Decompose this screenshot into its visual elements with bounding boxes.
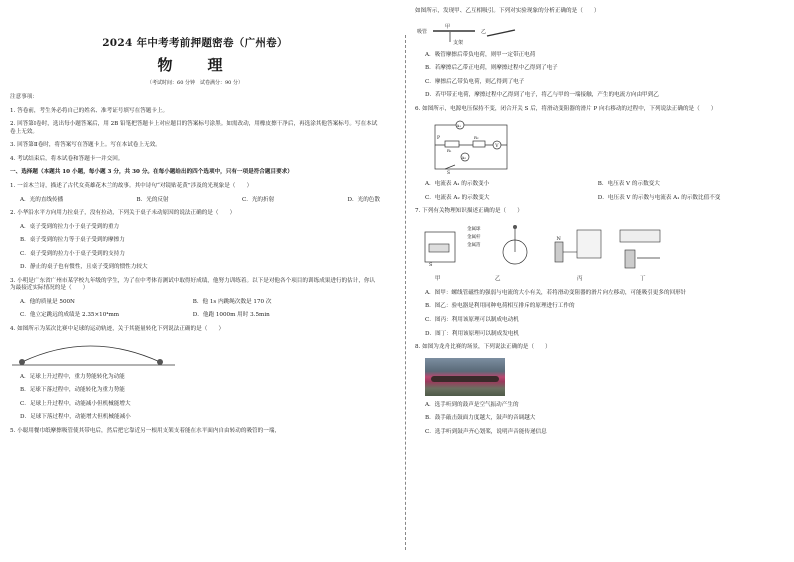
question-stem: 8. 如图为龙舟比赛的场景，下列说法正确的是（ ）	[415, 344, 551, 351]
label-r1: R₁	[447, 148, 452, 154]
question-stem: 6. 如图所示，电源电压保持不变，闭合开关 S 后，将滑动变阻器的滑片 P 向右移动的过程中，下列说法正确的是（ ）	[415, 105, 717, 112]
straw-figure	[415, 22, 525, 46]
option-c: C．摩擦后乙带负电荷，则乙得到了电子	[425, 78, 525, 85]
option-c: C．选手听到鼓声齐心划桨，说明声音能传递信息	[425, 428, 547, 435]
question-stem: 5. 小聪用餐巾纸摩擦吸管使其带电后，然后把它靠近另一根用支架支着能在水平面内自由转动的吸管的一端，	[10, 427, 281, 434]
subject-title: 物 理	[157, 56, 233, 75]
option-b: B．电压表 V 的示数变大	[597, 181, 660, 188]
physics-figures-row	[415, 222, 675, 284]
label-r2: R₂	[474, 135, 479, 141]
note-item: 4. 考试结束后，将本试卷和答题卡一并交回。	[10, 155, 124, 162]
meter-box	[577, 230, 601, 258]
exam-title: 2024 年中考考前押题密卷（广州卷）	[102, 37, 288, 49]
question-options	[20, 312, 380, 320]
electroscope-ball	[513, 225, 517, 229]
question-stem: 3. 小明是广东省广州市某学校九年级的学生，为了在中考体育测试中取得好成绩，他努力训练着。以下是对他各个项目的训练成果进行的估计，你认为最接近实际情况的是（ ）	[10, 277, 376, 292]
right-column	[415, 8, 785, 442]
note-item: 2. 回答第Ⅰ卷时，选出每小题答案后，用 2B 铅笔把答题卡上对应题目的答案标号涂黑。如需改动，用橡皮擦干净后，再选涂其他答案标号。写在本试卷上无效。	[10, 121, 378, 135]
label-n: N	[556, 235, 561, 242]
option-a: A．桌子受到的拉力小于桌子受到的重力	[20, 223, 120, 230]
straw-yi	[487, 30, 515, 36]
label-bing: 丙	[577, 275, 583, 282]
option-a: A．电流表 A₁ 的示数变小	[425, 181, 490, 188]
question-options	[20, 299, 380, 307]
column-divider	[405, 35, 406, 550]
question-stem: 4. 如图所示为某次比赛中足球的运动轨迹，关于其能量转化下列说法正确的是（ ）	[10, 326, 225, 333]
option-a: A．图甲：螺线管磁性的强弱与电流的大小有关，若将滑动变阻器的滑片向左移动，可能吸引更多的回形针	[425, 289, 687, 296]
option-c: C．图丙：利用该原理可以制成电动机	[425, 317, 519, 324]
option-a: A．选手听到的鼓声是空气振动产生的	[425, 401, 519, 408]
question-options	[20, 197, 380, 205]
option-b: B．图乙：验电器是利用同种电荷相互排斥的原理进行工作的	[425, 303, 575, 310]
option-d: D．电压表 V 的示数与电流表 A₁ 的示数比值不变	[597, 194, 721, 201]
option-b: B．桌子受到的拉力等于桌子受到的摩擦力	[20, 237, 125, 244]
note-item: 3. 回答第Ⅱ卷时，将答案写在答题卡上。写在本试卷上无效。	[10, 142, 161, 149]
battery-pack	[620, 230, 660, 242]
option-d: D．图丁：利用该原理可以制成发电机	[425, 330, 519, 337]
option-c: C．桌子受到的拉力小于桌子受到的支持力	[20, 250, 125, 257]
question-stem: 1. 一首木兰诗，描述了古代女英雄花木兰的故事。其中诗句“对镜贴花黄”涉及的光现象是（ ）	[10, 183, 253, 189]
question-options	[425, 181, 785, 189]
label-tube: 吸管	[417, 28, 428, 35]
label-stand: 支架	[453, 39, 464, 46]
resistor-r1	[445, 141, 459, 147]
label-ball: 金属球	[467, 226, 481, 232]
label-yi: 乙	[495, 275, 501, 282]
label-s: S	[429, 261, 433, 268]
notes-heading: 注意事项：	[10, 94, 38, 101]
option-c: C．足球上升过程中，动能减小但机械能增大	[20, 400, 131, 407]
option-c: C．他立定跳远的成绩是 2.35×10⁴mm	[20, 312, 120, 319]
trajectory-curve	[22, 346, 160, 362]
label-rod: 金属杆	[467, 234, 481, 240]
option-a: A．他的质量是 500N	[20, 298, 75, 305]
magnet	[625, 250, 635, 268]
magnet-n	[555, 242, 563, 262]
label-ding: 丁	[640, 275, 646, 282]
label-s: S	[447, 171, 451, 176]
option-b: B．光的反射	[136, 196, 169, 203]
label-yi: 乙	[481, 28, 487, 35]
note-item: 1. 答卷前，考生务必将自己的姓名、准考证号填写在答题卡上。	[10, 107, 169, 114]
option-d: D．静止的桌子也有惯性，且桌子受到的惯性力较大	[20, 264, 148, 271]
label-foil: 金属箔	[467, 242, 481, 248]
solenoid	[429, 244, 449, 252]
label-jia: 甲	[445, 23, 451, 30]
option-b: B．鼓手敲击鼓面力度越大，鼓声的音调越大	[425, 415, 536, 422]
option-d: D．足球下落过程中，动能增大但机械能减小	[20, 414, 131, 421]
option-a: A．吸管摩擦后带负电荷，则甲一定带正电荷	[425, 51, 536, 58]
dragon-boat-photo	[425, 358, 505, 396]
question-options	[425, 195, 785, 203]
exam-info: （考试时间：60 分钟 试卷满分：90 分）	[147, 80, 243, 87]
ball-end	[157, 359, 163, 365]
label-p: P	[437, 136, 441, 142]
left-column	[10, 36, 380, 441]
label-a1: A₁	[456, 123, 461, 129]
label-v: V	[495, 144, 499, 150]
ball-start	[19, 359, 25, 365]
resistor-r2	[473, 141, 485, 147]
option-c: C．电流表 A₂ 的示数变大	[425, 194, 490, 201]
football-trajectory-figure	[10, 340, 180, 368]
option-b: B．他 1s 内跳绳次数是 170 次	[192, 298, 272, 305]
section-heading: 一、选择题（本题共 10 小题，每小题 3 分，共 30 分。在每小题给出的四个选项中，只有一项是符合题目要求）	[10, 169, 293, 176]
option-d: D．他跑 1000m 用时 3.5min	[192, 312, 270, 319]
circuit-figure	[415, 119, 525, 175]
label-a2: A₂	[461, 155, 466, 161]
question-stem-continued: 如图所示，发现甲、乙互相吸引。下列对实验现象的分析正确的是（ ）	[415, 8, 600, 14]
switch-s	[445, 165, 455, 169]
question-stem: 7. 下列有关物理知识描述正确的是（ ）	[415, 208, 523, 215]
option-a: A．足球上升过程中，重力势能转化为动能	[20, 373, 125, 380]
question-stem: 2. 小华沿水平方向用力拉桌子，没有拉动，下列关于桌子未动原因的说法正确的是（ ）	[10, 210, 236, 217]
option-c: C．光的折射	[241, 196, 275, 203]
option-d: D．光的色散	[347, 196, 380, 203]
option-d: D．若甲带正电荷，摩擦过程中乙得到了电子，将乙与甲的一端接触，产生的电流方向由甲到乙	[425, 92, 659, 99]
option-a: A．光的直线传播	[20, 196, 64, 203]
label-jia: 甲	[435, 275, 441, 282]
option-b: B．若摩擦后乙带正电荷，则摩擦过程中乙得到了电子	[425, 65, 558, 72]
option-b: B．足球下落过程中，动能转化为重力势能	[20, 387, 125, 394]
